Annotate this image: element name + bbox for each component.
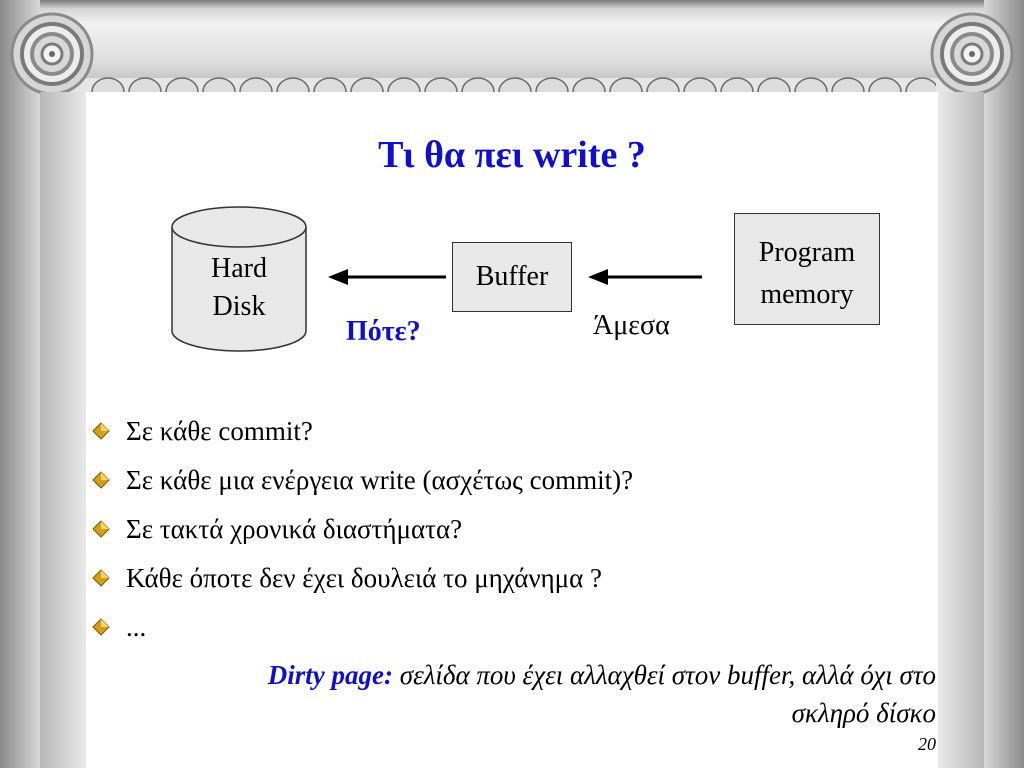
slide-title: Τι θα πει write ?	[378, 134, 646, 176]
egg-ornament	[462, 78, 494, 92]
arrow-left-icon	[328, 266, 446, 288]
bullet-text: ...	[126, 612, 147, 642]
egg-ornament	[647, 78, 679, 92]
column-shade-right	[938, 92, 984, 768]
volute-right-icon	[926, 8, 1018, 100]
egg-ornament	[203, 78, 235, 92]
egg-ornament	[795, 78, 827, 92]
egg-ornament	[610, 78, 642, 92]
diamond-bullet-icon	[92, 471, 110, 489]
bullet-text: Σε κάθε commit?	[126, 416, 313, 446]
diamond-bullet-icon	[92, 618, 110, 636]
bullet-text: Κάθε όποτε δεν έχει δουλειά το μηχάνημα ?	[126, 563, 603, 593]
bullet-list	[92, 408, 932, 653]
list-item	[92, 408, 932, 457]
egg-ornament	[499, 78, 531, 92]
program-memory-line2: memory	[760, 279, 854, 310]
egg-and-dart-decoration	[88, 74, 936, 94]
hard-disk-label-line2: Disk	[212, 291, 266, 322]
list-item	[92, 457, 932, 506]
egg-ornament	[166, 78, 198, 92]
column-shade-left	[40, 92, 86, 768]
when-label: Πότε?	[346, 316, 421, 347]
dirty-page-definition	[92, 656, 936, 732]
egg-ornament	[684, 78, 716, 92]
capital-band-decoration	[40, 22, 984, 78]
definition-text-line2: σκληρό δίσκο	[791, 698, 936, 728]
egg-ornament	[573, 78, 605, 92]
list-item	[92, 506, 932, 555]
bullet-text: Σε κάθε μια ενέργεια write (ασχέτως commit)?	[126, 465, 634, 495]
egg-ornament	[129, 78, 161, 92]
egg-ornament	[240, 78, 272, 92]
egg-ornament	[425, 78, 457, 92]
hard-disk-label-line1: Hard	[211, 253, 267, 284]
volute-left-icon	[6, 8, 98, 100]
diamond-bullet-icon	[92, 569, 110, 587]
diamond-bullet-icon	[92, 422, 110, 440]
list-item	[92, 604, 932, 653]
immediately-label: Άμεσα	[593, 310, 670, 341]
egg-ornament	[388, 78, 420, 92]
program-memory-box	[734, 213, 880, 325]
page-number: 20	[918, 734, 936, 754]
definition-text-line1: σελίδα που έχει αλλαχθεί στον buffer, αλλά όχι στο	[399, 660, 936, 690]
egg-ornament	[869, 78, 901, 92]
egg-ornament	[536, 78, 568, 92]
egg-ornament	[758, 78, 790, 92]
buffer-box: Buffer	[452, 242, 572, 312]
hard-disk-label	[170, 250, 308, 326]
egg-ornament	[351, 78, 383, 92]
egg-ornament	[832, 78, 864, 92]
arrow-left-icon	[588, 266, 702, 288]
definition-term: Dirty page:	[267, 660, 394, 690]
egg-ornament	[277, 78, 309, 92]
egg-ornament	[314, 78, 346, 92]
program-memory-line1: Program	[758, 237, 856, 268]
bullet-text: Σε τακτά χρονικά διαστήματα?	[126, 514, 463, 544]
diamond-bullet-icon	[92, 520, 110, 538]
egg-ornament	[721, 78, 753, 92]
definition-line1	[92, 656, 936, 694]
capital-top-decoration	[40, 0, 984, 22]
list-item	[92, 555, 932, 604]
